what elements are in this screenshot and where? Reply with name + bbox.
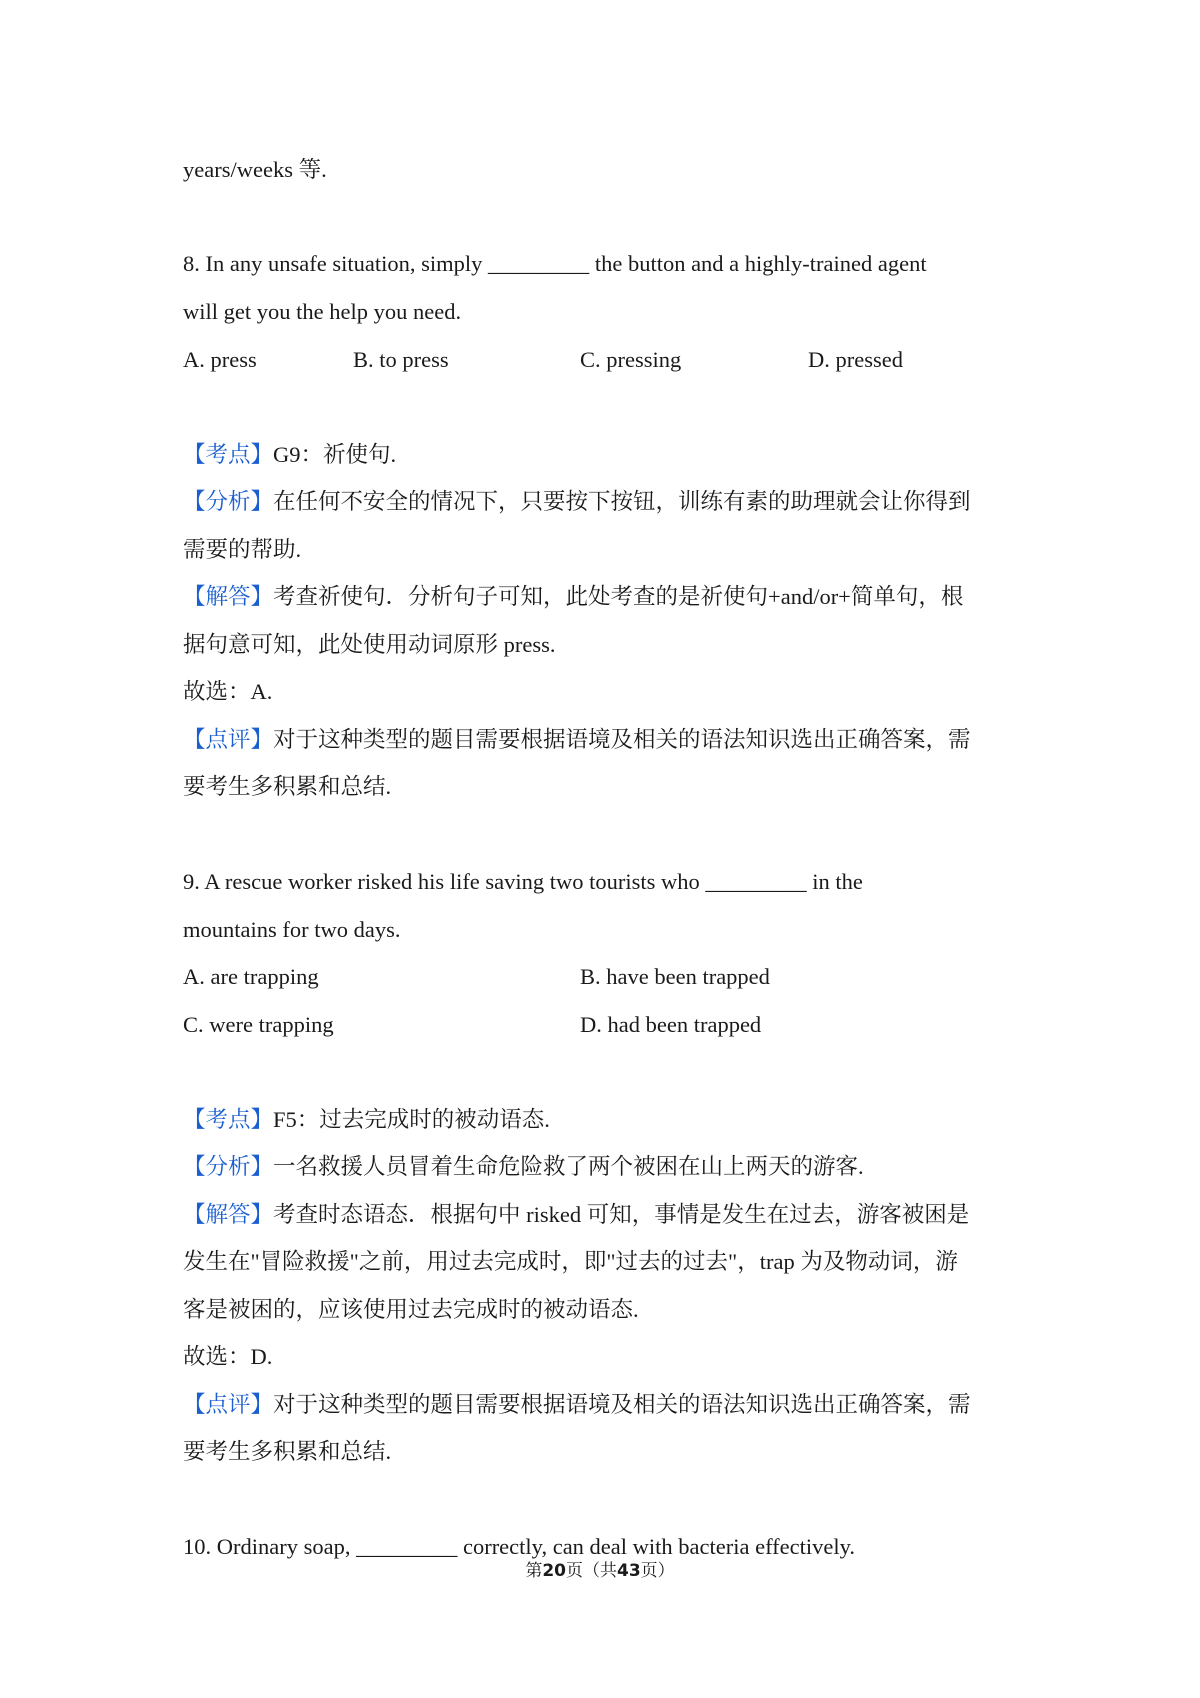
q9-kaodian: 【考点】F5：过去完成时的被动语态. xyxy=(183,1107,550,1132)
q8-fenxi: 【分析】在任何不安全的情况下，只要按下按钮，训练有素的助理就会让你得到 xyxy=(183,489,971,514)
q8-option-b: B. to press xyxy=(353,347,449,372)
q9-option-b: B. have been trapped xyxy=(580,964,770,989)
q9-option-c: C. were trapping xyxy=(183,1012,334,1037)
q9-jieda-line-2: 发生在"冒险救援"之前，用过去完成时，即"过去的过去"，trap 为及物动词，游 xyxy=(183,1249,958,1274)
jieda-label: 【解答】 xyxy=(183,584,274,609)
q8-fenxi-line-2: 需要的帮助. xyxy=(183,537,302,562)
q9-stem-line-2: mountains for two days. xyxy=(183,917,401,942)
q8-kaodian: 【考点】G9：祈使句. xyxy=(183,442,397,467)
q9-answer: 故选：D. xyxy=(183,1344,273,1369)
q8-dianping: 【点评】对于这种类型的题目需要根据语境及相关的语法知识选出正确答案，需 xyxy=(183,727,971,752)
q9-dianping-line-2: 要考生多积累和总结. xyxy=(183,1439,392,1464)
total-page-count: 43 xyxy=(617,1561,641,1581)
current-page-number: 20 xyxy=(542,1561,566,1581)
q8-dianping-line-2: 要考生多积累和总结. xyxy=(183,774,392,799)
q8-option-d: D. pressed xyxy=(808,347,903,372)
q8-option-c: C. pressing xyxy=(580,347,682,372)
q9-jieda-line-3: 客是被困的，应该使用过去完成时的被动语态. xyxy=(183,1297,639,1322)
page-footer: 第20页（共43页） xyxy=(525,1561,675,1581)
fenxi-label: 【分析】 xyxy=(183,489,274,514)
dianping-label: 【点评】 xyxy=(183,727,274,752)
q9-fenxi: 【分析】一名救援人员冒着生命危险救了两个被困在山上两天的游客. xyxy=(183,1154,864,1179)
kaodian-label: 【考点】 xyxy=(183,442,274,467)
q8-stem-line-1: 8. In any unsafe situation, simply _________ the button and a highly-trained agent xyxy=(183,251,927,276)
q8-stem-line-2: will get you the help you need. xyxy=(183,299,462,324)
q9-dianping: 【点评】对于这种类型的题目需要根据语境及相关的语法知识选出正确答案，需 xyxy=(183,1392,971,1417)
q9-jieda: 【解答】考查时态语态．根据句中 risked 可知，事情是发生在过去，游客被困是 xyxy=(183,1202,970,1227)
q9-option-a: A. are trapping xyxy=(183,964,319,989)
kaodian-label: 【考点】 xyxy=(183,1107,274,1132)
dianping-label: 【点评】 xyxy=(183,1392,274,1417)
q10-stem-line-1: 10. Ordinary soap, _________ correctly, can deal with bacteria effectively. xyxy=(183,1534,856,1559)
q8-answer: 故选：A. xyxy=(183,679,273,704)
fenxi-label: 【分析】 xyxy=(183,1154,274,1179)
q9-option-d: D. had been trapped xyxy=(580,1012,762,1037)
q8-jieda-line-2: 据句意可知，此处使用动词原形 press. xyxy=(183,632,556,657)
continued-text-line: years/weeks 等. xyxy=(183,157,327,182)
q8-jieda: 【解答】考查祈使句．分析句子可知，此处考查的是祈使句+and/or+简单句，根 xyxy=(183,584,964,609)
jieda-label: 【解答】 xyxy=(183,1202,274,1227)
q8-option-a: A. press xyxy=(183,347,257,372)
q9-stem-line-1: 9. A rescue worker risked his life saving two tourists who _________ in the xyxy=(183,869,863,894)
